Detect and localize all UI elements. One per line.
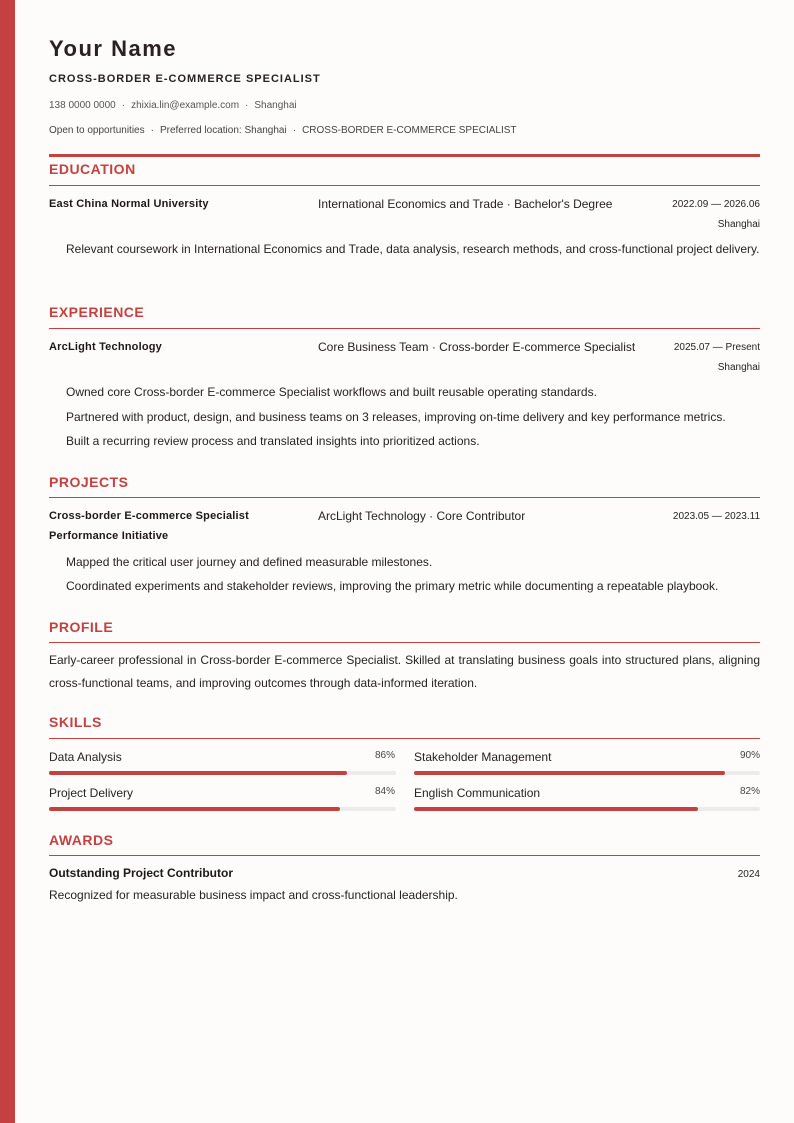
section-title-education: EDUCATION bbox=[49, 161, 136, 177]
section-rule-education bbox=[49, 185, 760, 186]
skill-bar-fill bbox=[49, 807, 340, 811]
candidate-role: CROSS-BORDER E-COMMERCE SPECIALIST bbox=[49, 73, 321, 85]
education-description: Relevant coursework in International Economics and Trade, data analysis, research methods, and cross-functional project delivery. bbox=[66, 242, 760, 256]
candidate-name: Your Name bbox=[49, 36, 178, 61]
skill-bar-track bbox=[49, 771, 396, 775]
award-title: Outstanding Project Contributor bbox=[49, 866, 233, 880]
skill-percent: 84% bbox=[374, 786, 395, 797]
section-rule-experience bbox=[49, 328, 760, 329]
experience-bullet: Owned core Cross-border E-commerce Specialist workflows and built reusable operating standards. bbox=[66, 385, 597, 399]
target-role: CROSS-BORDER E-COMMERCE SPECIALIST bbox=[302, 125, 517, 136]
section-title-projects: PROJECTS bbox=[49, 474, 129, 490]
skill-percent: 86% bbox=[374, 750, 395, 761]
award-description: Recognized for measurable business impact and cross-functional leadership. bbox=[49, 888, 458, 902]
contact-line: 138 0000 0000 · zhixia.lin@example.com · Shanghai bbox=[49, 100, 297, 111]
skill-bar-track bbox=[49, 807, 396, 811]
project-organization: ArcLight Technology · Core Contributor bbox=[318, 509, 526, 523]
section-title-experience: EXPERIENCE bbox=[49, 304, 145, 320]
meta-line: Open to opportunities · Preferred location: Shanghai · CROSS-BORDER E-COMMERCE SPECIALIST bbox=[49, 125, 517, 136]
experience-company: ArcLight Technology bbox=[49, 341, 162, 353]
section-rule-awards bbox=[49, 855, 760, 856]
skill-percent: 90% bbox=[739, 750, 760, 761]
skill-name: Project Delivery bbox=[49, 786, 134, 800]
education-school: East China Normal University bbox=[49, 198, 209, 210]
project-title-continued: Performance Initiative bbox=[49, 530, 169, 542]
project-bullet: Coordinated experiments and stakeholder reviews, improving the primary metric while documenting a repeatable playbook. bbox=[66, 579, 719, 593]
experience-location: Shanghai bbox=[717, 362, 760, 373]
experience-bullet: Partnered with product, design, and business teams on 3 releases, improving on-time delivery and key performance metrics. bbox=[66, 410, 726, 424]
preferred-location: Preferred location: Shanghai bbox=[159, 125, 287, 136]
project-date: 2023.05 — 2023.11 bbox=[672, 511, 760, 522]
skill-name: Stakeholder Management bbox=[414, 750, 552, 764]
accent-sidebar-bar bbox=[0, 0, 15, 1123]
education-date: 2022.09 — 2026.06 bbox=[672, 199, 760, 210]
skill-name: Data Analysis bbox=[49, 750, 122, 764]
section-title-skills: SKILLS bbox=[49, 714, 102, 730]
skill-bar-fill bbox=[414, 771, 725, 775]
project-title: Cross-border E-commerce Specialist bbox=[49, 510, 249, 522]
award-year: 2024 bbox=[737, 869, 760, 880]
skill-bar-fill bbox=[414, 807, 698, 811]
section-rule-skills bbox=[49, 738, 760, 739]
section-rule-profile bbox=[49, 642, 760, 643]
availability: Open to opportunities bbox=[49, 125, 145, 136]
email: zhixia.lin@example.com bbox=[131, 100, 240, 111]
section-title-awards: AWARDS bbox=[49, 832, 114, 848]
city: Shanghai bbox=[254, 100, 297, 111]
skill-bar-fill bbox=[49, 771, 347, 775]
experience-date: 2025.07 — Present bbox=[673, 342, 760, 353]
education-degree: International Economics and Trade · Bachelor's Degree bbox=[318, 197, 613, 211]
skill-name: English Communication bbox=[414, 786, 541, 800]
phone: 138 0000 0000 bbox=[49, 100, 116, 111]
skill-bar-track bbox=[414, 807, 760, 811]
experience-bullet: Built a recurring review process and translated insights into prioritized actions. bbox=[66, 434, 480, 448]
skill-percent: 82% bbox=[739, 786, 760, 797]
section-title-profile: PROFILE bbox=[49, 619, 114, 635]
education-location: Shanghai bbox=[717, 219, 760, 230]
experience-position: Core Business Team · Cross-border E-commerce Specialist bbox=[318, 340, 636, 354]
project-bullet: Mapped the critical user journey and defined measurable milestones. bbox=[66, 555, 433, 569]
section-rule-projects bbox=[49, 497, 760, 498]
header-divider bbox=[49, 154, 760, 157]
profile-text: Early-career professional in Cross-border E-commerce Specialist. Skilled at translating business goals into structured plans, aligning cross-functional teams, and improving outcomes through data-informed iteration. bbox=[49, 653, 760, 690]
skill-bar-track bbox=[414, 771, 760, 775]
